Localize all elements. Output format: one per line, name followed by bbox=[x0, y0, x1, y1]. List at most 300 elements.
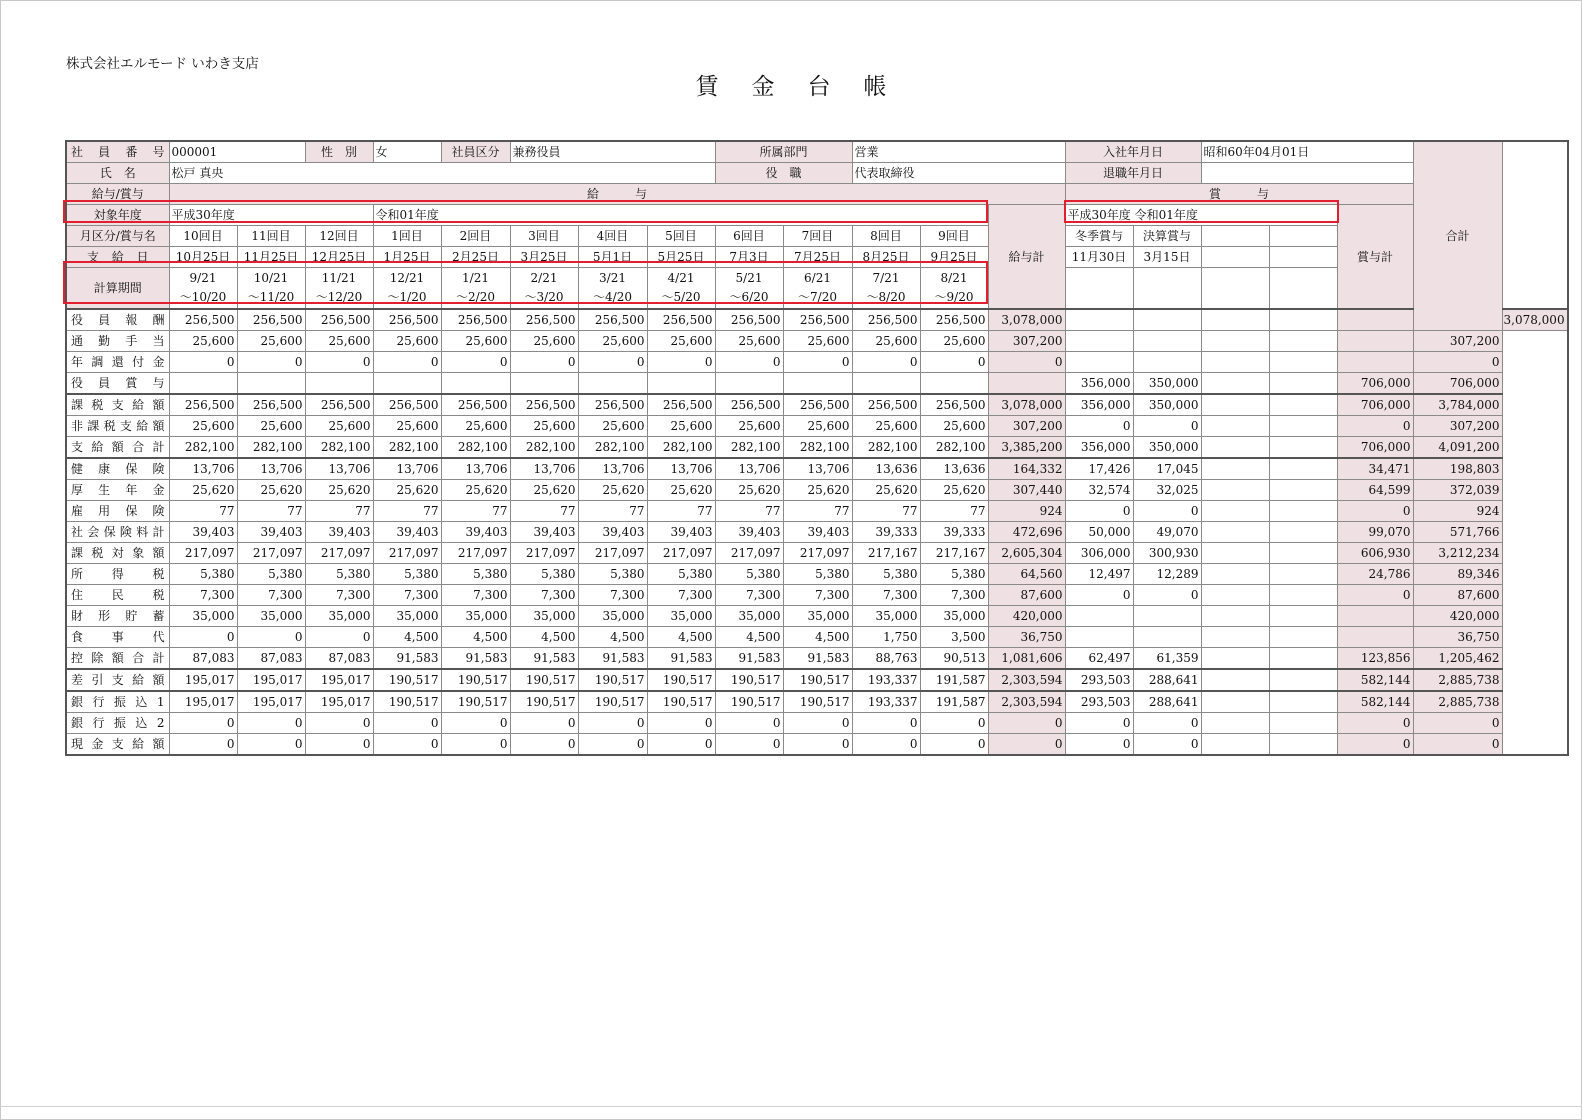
bonus-total-cell: 64,599 bbox=[1337, 480, 1413, 501]
dept-label: 所属部門 bbox=[715, 141, 852, 163]
year-label: 対象年度 bbox=[66, 205, 169, 226]
salary-value-cell: 25,620 bbox=[169, 480, 237, 501]
bonus-value-cell: 50,000 bbox=[1065, 522, 1133, 543]
bonus-total-cell: 0 bbox=[1337, 416, 1413, 437]
salary-value-cell: 39,333 bbox=[852, 522, 920, 543]
salary-value-cell: 5,380 bbox=[441, 564, 510, 585]
salary-value-cell: 39,403 bbox=[169, 522, 237, 543]
salary-value-cell: 4,500 bbox=[441, 627, 510, 648]
bonus-total-cell: 24,786 bbox=[1337, 564, 1413, 585]
salary-value-cell: 190,517 bbox=[510, 691, 578, 713]
salary-value-cell: 217,097 bbox=[237, 543, 305, 564]
header-row-kind bbox=[66, 184, 1568, 205]
bonus-value-cell: 0 bbox=[1065, 734, 1133, 756]
salary-value-cell: 217,097 bbox=[578, 543, 647, 564]
salary-value-cell bbox=[715, 373, 783, 395]
salary-value-cell: 35,000 bbox=[305, 606, 373, 627]
grand-total-header: 合計 bbox=[1413, 141, 1502, 331]
row-label: 課税支給額 bbox=[66, 394, 169, 416]
salary-value-cell bbox=[169, 373, 237, 395]
bonus-year-2: 令和01年度 bbox=[1134, 208, 1198, 222]
table-row bbox=[66, 309, 1568, 331]
salary-value-cell: 25,600 bbox=[373, 416, 441, 437]
salary-value-cell: 25,620 bbox=[783, 480, 852, 501]
month-cell: 2回目 bbox=[441, 226, 510, 247]
salary-value-cell: 87,083 bbox=[237, 648, 305, 670]
calc-period-cell bbox=[783, 268, 852, 310]
bonus-year-1: 平成30年度 bbox=[1067, 208, 1131, 222]
table-row bbox=[66, 416, 1568, 437]
month-cell: 1回目 bbox=[373, 226, 441, 247]
period-start: 2/21 bbox=[530, 271, 558, 285]
bonus-section-label: 賞 与 bbox=[1065, 184, 1413, 205]
month-cell: 8回目 bbox=[852, 226, 920, 247]
salary-value-cell: 217,097 bbox=[169, 543, 237, 564]
salary-value-cell: 5,380 bbox=[852, 564, 920, 585]
bonus-date-cell: 11月30日 bbox=[1065, 247, 1133, 268]
row-label: 厚生年金 bbox=[66, 480, 169, 501]
salary-value-cell bbox=[510, 373, 578, 395]
grand-total-cell: 0 bbox=[1413, 352, 1502, 373]
salary-value-cell: 35,000 bbox=[920, 606, 988, 627]
bonus-value-cell bbox=[1065, 331, 1133, 352]
bonus-value-cell bbox=[1269, 543, 1337, 564]
salary-value-cell: 91,583 bbox=[578, 648, 647, 670]
salary-total-cell bbox=[988, 373, 1065, 395]
salary-value-cell: 0 bbox=[647, 734, 715, 756]
bonus-value-cell bbox=[1201, 543, 1269, 564]
row-label: 控除額合計 bbox=[66, 648, 169, 670]
grand-total-cell: 3,784,000 bbox=[1413, 394, 1502, 416]
row-label: 社会保険料計 bbox=[66, 522, 169, 543]
salary-total-cell: 0 bbox=[988, 352, 1065, 373]
bonus-value-cell bbox=[1269, 585, 1337, 606]
salary-value-cell: 25,600 bbox=[237, 331, 305, 352]
salary-value-cell: 7,300 bbox=[578, 585, 647, 606]
calc-period-cell bbox=[715, 268, 783, 310]
salary-value-cell: 5,380 bbox=[237, 564, 305, 585]
salary-value-cell: 25,600 bbox=[783, 416, 852, 437]
calc-period-cell bbox=[852, 268, 920, 310]
salary-value-cell: 0 bbox=[169, 352, 237, 373]
table-row bbox=[66, 648, 1568, 670]
salary-value-cell: 0 bbox=[715, 713, 783, 734]
salary-value-cell: 256,500 bbox=[783, 309, 852, 331]
bonus-value-cell: 12,497 bbox=[1065, 564, 1133, 585]
salary-value-cell: 90,513 bbox=[920, 648, 988, 670]
bonus-period-cell bbox=[1065, 268, 1133, 310]
salary-value-cell: 282,100 bbox=[852, 437, 920, 459]
salary-value-cell: 0 bbox=[510, 734, 578, 756]
salary-value-cell: 0 bbox=[715, 734, 783, 756]
row-label: 役員賞与 bbox=[66, 373, 169, 395]
grand-total-cell: 1,205,462 bbox=[1413, 648, 1502, 670]
pay-date-cell: 2月25日 bbox=[441, 247, 510, 268]
salary-value-cell: 77 bbox=[647, 501, 715, 522]
salary-value-cell: 7,300 bbox=[715, 585, 783, 606]
grand-total-cell: 89,346 bbox=[1413, 564, 1502, 585]
bonus-value-cell bbox=[1133, 309, 1201, 331]
bonus-value-cell bbox=[1201, 416, 1269, 437]
bonus-period-cell bbox=[1201, 268, 1269, 310]
bonus-value-cell bbox=[1133, 352, 1201, 373]
salary-value-cell: 25,600 bbox=[715, 331, 783, 352]
salary-value-cell: 190,517 bbox=[715, 669, 783, 691]
position-label: 役 職 bbox=[715, 163, 852, 184]
salary-value-cell: 91,583 bbox=[441, 648, 510, 670]
bonus-total-cell bbox=[1337, 627, 1413, 648]
bonus-value-cell: 32,025 bbox=[1133, 480, 1201, 501]
salary-value-cell: 282,100 bbox=[647, 437, 715, 459]
salary-value-cell: 39,403 bbox=[715, 522, 783, 543]
row-label: 健康保険 bbox=[66, 458, 169, 480]
period-end: 〜5/20 bbox=[661, 290, 701, 304]
calc-period-cell bbox=[169, 268, 237, 310]
salary-value-cell: 0 bbox=[237, 713, 305, 734]
salary-value-cell: 282,100 bbox=[441, 437, 510, 459]
salary-total-cell: 307,200 bbox=[988, 416, 1065, 437]
salary-value-cell: 39,403 bbox=[510, 522, 578, 543]
salary-value-cell: 0 bbox=[783, 352, 852, 373]
table-row bbox=[66, 606, 1568, 627]
bonus-total-cell bbox=[1337, 606, 1413, 627]
salary-value-cell: 13,706 bbox=[783, 458, 852, 480]
salary-value-cell: 25,600 bbox=[647, 331, 715, 352]
salary-total-cell: 36,750 bbox=[988, 627, 1065, 648]
period-end: 〜9/20 bbox=[934, 290, 974, 304]
pay-date-cell: 9月25日 bbox=[920, 247, 988, 268]
salary-value-cell: 7,300 bbox=[783, 585, 852, 606]
row-label: 年調還付金 bbox=[66, 352, 169, 373]
salary-value-cell: 25,600 bbox=[920, 416, 988, 437]
month-cell: 7回目 bbox=[783, 226, 852, 247]
salary-value-cell: 282,100 bbox=[169, 437, 237, 459]
gender-value: 女 bbox=[373, 141, 441, 163]
salary-value-cell: 35,000 bbox=[510, 606, 578, 627]
period-end: 〜10/20 bbox=[179, 290, 227, 304]
salary-value-cell: 282,100 bbox=[783, 437, 852, 459]
salary-total-cell: 2,605,304 bbox=[988, 543, 1065, 564]
grand-total-cell: 307,200 bbox=[1413, 416, 1502, 437]
gender-label: 性 別 bbox=[305, 141, 373, 163]
bonus-value-cell bbox=[1201, 522, 1269, 543]
grand-total-cell: 3,078,000 bbox=[1502, 309, 1568, 331]
salary-value-cell: 35,000 bbox=[715, 606, 783, 627]
bonus-value-cell bbox=[1269, 734, 1337, 756]
row-label: 雇用保険 bbox=[66, 501, 169, 522]
table-row bbox=[66, 627, 1568, 648]
row-label: 通勤手当 bbox=[66, 331, 169, 352]
bonus-value-cell bbox=[1201, 585, 1269, 606]
table-row bbox=[66, 394, 1568, 416]
salary-value-cell: 25,600 bbox=[510, 331, 578, 352]
bonus-total-cell bbox=[1337, 309, 1413, 331]
table-row bbox=[66, 734, 1568, 756]
bonus-value-cell bbox=[1201, 437, 1269, 459]
salary-value-cell: 35,000 bbox=[373, 606, 441, 627]
salary-value-cell: 35,000 bbox=[441, 606, 510, 627]
salary-value-cell: 0 bbox=[783, 734, 852, 756]
salary-value-cell: 4,500 bbox=[647, 627, 715, 648]
salary-value-cell: 256,500 bbox=[510, 309, 578, 331]
salary-value-cell bbox=[783, 373, 852, 395]
salary-year-2: 令和01年度 bbox=[373, 205, 988, 226]
table-row bbox=[66, 458, 1568, 480]
grand-total-cell: 198,803 bbox=[1413, 458, 1502, 480]
bonus-value-cell: 0 bbox=[1133, 501, 1201, 522]
name-label: 氏 名 bbox=[66, 163, 169, 184]
calc-period-cell bbox=[920, 268, 988, 310]
salary-value-cell: 5,380 bbox=[510, 564, 578, 585]
salary-value-cell: 195,017 bbox=[169, 691, 237, 713]
bonus-value-cell: 293,503 bbox=[1065, 669, 1133, 691]
bonus-value-cell: 350,000 bbox=[1133, 437, 1201, 459]
salary-value-cell: 256,500 bbox=[305, 309, 373, 331]
salary-value-cell: 5,380 bbox=[373, 564, 441, 585]
salary-value-cell: 282,100 bbox=[373, 437, 441, 459]
bonus-value-cell bbox=[1065, 309, 1133, 331]
salary-total-cell: 64,560 bbox=[988, 564, 1065, 585]
salary-value-cell: 4,500 bbox=[715, 627, 783, 648]
salary-value-cell: 77 bbox=[852, 501, 920, 522]
salary-value-cell: 0 bbox=[578, 713, 647, 734]
salary-value-cell: 25,620 bbox=[578, 480, 647, 501]
table-row bbox=[66, 437, 1568, 459]
salary-value-cell: 256,500 bbox=[578, 309, 647, 331]
salary-value-cell: 217,167 bbox=[852, 543, 920, 564]
salary-value-cell: 13,636 bbox=[852, 458, 920, 480]
month-cell: 9回目 bbox=[920, 226, 988, 247]
bonus-value-cell bbox=[1269, 627, 1337, 648]
pay-date-cell: 11月25日 bbox=[237, 247, 305, 268]
salary-value-cell bbox=[305, 373, 373, 395]
salary-value-cell: 0 bbox=[305, 734, 373, 756]
period-start: 7/21 bbox=[872, 271, 900, 285]
salary-value-cell: 39,403 bbox=[237, 522, 305, 543]
bonus-total-cell: 0 bbox=[1337, 734, 1413, 756]
salary-value-cell: 5,380 bbox=[578, 564, 647, 585]
salary-value-cell: 39,403 bbox=[373, 522, 441, 543]
bonus-total-cell: 0 bbox=[1337, 585, 1413, 606]
salary-value-cell: 4,500 bbox=[578, 627, 647, 648]
leave-date-value bbox=[1201, 163, 1413, 184]
salary-value-cell: 91,583 bbox=[647, 648, 715, 670]
bonus-value-cell bbox=[1201, 734, 1269, 756]
bonus-total-cell: 706,000 bbox=[1337, 394, 1413, 416]
grand-total-cell: 372,039 bbox=[1413, 480, 1502, 501]
period-start: 1/21 bbox=[462, 271, 489, 285]
bonus-value-cell bbox=[1133, 627, 1201, 648]
grand-total-cell: 924 bbox=[1413, 501, 1502, 522]
salary-value-cell: 282,100 bbox=[237, 437, 305, 459]
salary-value-cell: 13,706 bbox=[305, 458, 373, 480]
salary-value-cell: 193,337 bbox=[852, 669, 920, 691]
salary-value-cell: 35,000 bbox=[578, 606, 647, 627]
salary-value-cell: 0 bbox=[578, 734, 647, 756]
salary-value-cell: 91,583 bbox=[715, 648, 783, 670]
header-row-year bbox=[66, 205, 1568, 226]
company-name: 株式会社エルモード いわき支店 bbox=[66, 56, 259, 72]
page-title: 賃金台帳 bbox=[695, 74, 920, 100]
salary-value-cell: 190,517 bbox=[441, 669, 510, 691]
salary-value-cell: 0 bbox=[920, 352, 988, 373]
calc-period-cell bbox=[305, 268, 373, 310]
pay-date-cell: 5月1日 bbox=[578, 247, 647, 268]
salary-value-cell: 282,100 bbox=[510, 437, 578, 459]
salary-value-cell: 256,500 bbox=[852, 394, 920, 416]
salary-value-cell: 1,750 bbox=[852, 627, 920, 648]
row-label: 財形貯蓄 bbox=[66, 606, 169, 627]
salary-value-cell: 217,097 bbox=[441, 543, 510, 564]
salary-value-cell: 217,097 bbox=[510, 543, 578, 564]
salary-value-cell: 0 bbox=[852, 734, 920, 756]
salary-value-cell: 35,000 bbox=[237, 606, 305, 627]
salary-value-cell: 77 bbox=[169, 501, 237, 522]
salary-value-cell: 7,300 bbox=[920, 585, 988, 606]
bonus-value-cell: 62,497 bbox=[1065, 648, 1133, 670]
grand-total-cell: 571,766 bbox=[1413, 522, 1502, 543]
bonus-total-cell: 606,930 bbox=[1337, 543, 1413, 564]
salary-value-cell: 77 bbox=[510, 501, 578, 522]
bonus-total-cell: 123,856 bbox=[1337, 648, 1413, 670]
month-cell: 10回目 bbox=[169, 226, 237, 247]
header-row-name bbox=[66, 163, 1568, 184]
bonus-value-cell bbox=[1269, 606, 1337, 627]
salary-value-cell: 5,380 bbox=[305, 564, 373, 585]
row-label: 現金支給額 bbox=[66, 734, 169, 756]
month-cell: 5回目 bbox=[647, 226, 715, 247]
salary-value-cell: 25,620 bbox=[305, 480, 373, 501]
salary-value-cell: 256,500 bbox=[441, 394, 510, 416]
salary-value-cell: 0 bbox=[852, 713, 920, 734]
salary-value-cell: 0 bbox=[237, 734, 305, 756]
salary-value-cell: 0 bbox=[169, 734, 237, 756]
grand-total-cell: 4,091,200 bbox=[1413, 437, 1502, 459]
salary-value-cell: 0 bbox=[441, 352, 510, 373]
salary-value-cell: 256,500 bbox=[920, 394, 988, 416]
salary-value-cell: 7,300 bbox=[237, 585, 305, 606]
pay-date-cell: 3月25日 bbox=[510, 247, 578, 268]
bonus-value-cell bbox=[1269, 691, 1337, 713]
month-cell: 6回目 bbox=[715, 226, 783, 247]
salary-value-cell bbox=[373, 373, 441, 395]
pay-date-cell: 5月25日 bbox=[647, 247, 715, 268]
bonus-value-cell bbox=[1269, 416, 1337, 437]
salary-value-cell: 256,500 bbox=[373, 309, 441, 331]
salary-value-cell: 0 bbox=[169, 713, 237, 734]
salary-value-cell: 25,600 bbox=[852, 331, 920, 352]
month-cell: 11回目 bbox=[237, 226, 305, 247]
salary-value-cell: 5,380 bbox=[647, 564, 715, 585]
grand-total-cell: 87,600 bbox=[1413, 585, 1502, 606]
salary-total-cell: 164,332 bbox=[988, 458, 1065, 480]
salary-value-cell: 88,763 bbox=[852, 648, 920, 670]
bonus-value-cell: 0 bbox=[1065, 713, 1133, 734]
salary-value-cell: 256,500 bbox=[783, 394, 852, 416]
table-row bbox=[66, 480, 1568, 501]
salary-value-cell: 0 bbox=[510, 713, 578, 734]
salary-value-cell: 0 bbox=[305, 627, 373, 648]
bonus-value-cell: 0 bbox=[1065, 501, 1133, 522]
hire-date-label: 入社年月日 bbox=[1065, 141, 1201, 163]
salary-value-cell: 77 bbox=[237, 501, 305, 522]
pay-date-cell: 8月25日 bbox=[852, 247, 920, 268]
category-label: 社員区分 bbox=[441, 141, 510, 163]
bonus-total-cell: 0 bbox=[1337, 501, 1413, 522]
salary-value-cell: 195,017 bbox=[237, 691, 305, 713]
bonus-value-cell bbox=[1269, 669, 1337, 691]
salary-value-cell: 282,100 bbox=[305, 437, 373, 459]
bonus-value-cell: 350,000 bbox=[1133, 373, 1201, 395]
period-end: 〜3/20 bbox=[524, 290, 564, 304]
salary-value-cell: 0 bbox=[715, 352, 783, 373]
salary-value-cell: 77 bbox=[441, 501, 510, 522]
kind-label: 給与/賞与 bbox=[66, 184, 169, 205]
row-label: 銀行振込2 bbox=[66, 713, 169, 734]
salary-value-cell: 217,097 bbox=[647, 543, 715, 564]
salary-value-cell: 190,517 bbox=[647, 669, 715, 691]
bonus-value-cell bbox=[1269, 564, 1337, 585]
salary-value-cell: 25,600 bbox=[441, 416, 510, 437]
salary-value-cell: 77 bbox=[305, 501, 373, 522]
salary-total-cell: 3,078,000 bbox=[988, 309, 1065, 331]
grand-total-cell: 36,750 bbox=[1413, 627, 1502, 648]
bonus-total-cell: 34,471 bbox=[1337, 458, 1413, 480]
bonus-value-cell bbox=[1201, 669, 1269, 691]
employee-name: 松戸 真央 bbox=[169, 163, 715, 184]
bonus-value-cell bbox=[1269, 394, 1337, 416]
bonus-value-cell: 288,641 bbox=[1133, 669, 1201, 691]
calc-period-cell bbox=[647, 268, 715, 310]
bonus-value-cell bbox=[1201, 606, 1269, 627]
bonus-value-cell: 17,426 bbox=[1065, 458, 1133, 480]
bonus-value-cell bbox=[1201, 564, 1269, 585]
salary-value-cell: 256,500 bbox=[510, 394, 578, 416]
salary-value-cell: 217,097 bbox=[373, 543, 441, 564]
salary-value-cell: 7,300 bbox=[169, 585, 237, 606]
bonus-value-cell: 300,930 bbox=[1133, 543, 1201, 564]
bonus-value-cell: 288,641 bbox=[1133, 691, 1201, 713]
salary-value-cell: 217,167 bbox=[920, 543, 988, 564]
salary-value-cell: 0 bbox=[647, 713, 715, 734]
month-cell: 3回目 bbox=[510, 226, 578, 247]
salary-value-cell bbox=[852, 373, 920, 395]
bonus-name-cell: 決算賞与 bbox=[1133, 226, 1201, 247]
leave-date-label: 退職年月日 bbox=[1065, 163, 1201, 184]
bonus-date-cell: 3月15日 bbox=[1133, 247, 1201, 268]
salary-value-cell: 256,500 bbox=[647, 394, 715, 416]
salary-value-cell bbox=[920, 373, 988, 395]
bonus-total-cell: 706,000 bbox=[1337, 437, 1413, 459]
salary-value-cell: 3,500 bbox=[920, 627, 988, 648]
salary-value-cell: 0 bbox=[169, 627, 237, 648]
month-cell: 4回目 bbox=[578, 226, 647, 247]
bonus-total-cell: 99,070 bbox=[1337, 522, 1413, 543]
salary-value-cell: 25,600 bbox=[852, 416, 920, 437]
salary-value-cell: 25,600 bbox=[305, 416, 373, 437]
row-label: 支給額合計 bbox=[66, 437, 169, 459]
salary-value-cell: 5,380 bbox=[169, 564, 237, 585]
bonus-value-cell bbox=[1201, 458, 1269, 480]
table-row bbox=[66, 331, 1568, 352]
salary-value-cell: 282,100 bbox=[715, 437, 783, 459]
salary-value-cell: 25,600 bbox=[510, 416, 578, 437]
grand-total-cell: 0 bbox=[1413, 713, 1502, 734]
bonus-years bbox=[1065, 205, 1337, 226]
salary-value-cell: 25,620 bbox=[852, 480, 920, 501]
period-start: 6/21 bbox=[804, 271, 831, 285]
bonus-date-cell bbox=[1269, 247, 1337, 268]
